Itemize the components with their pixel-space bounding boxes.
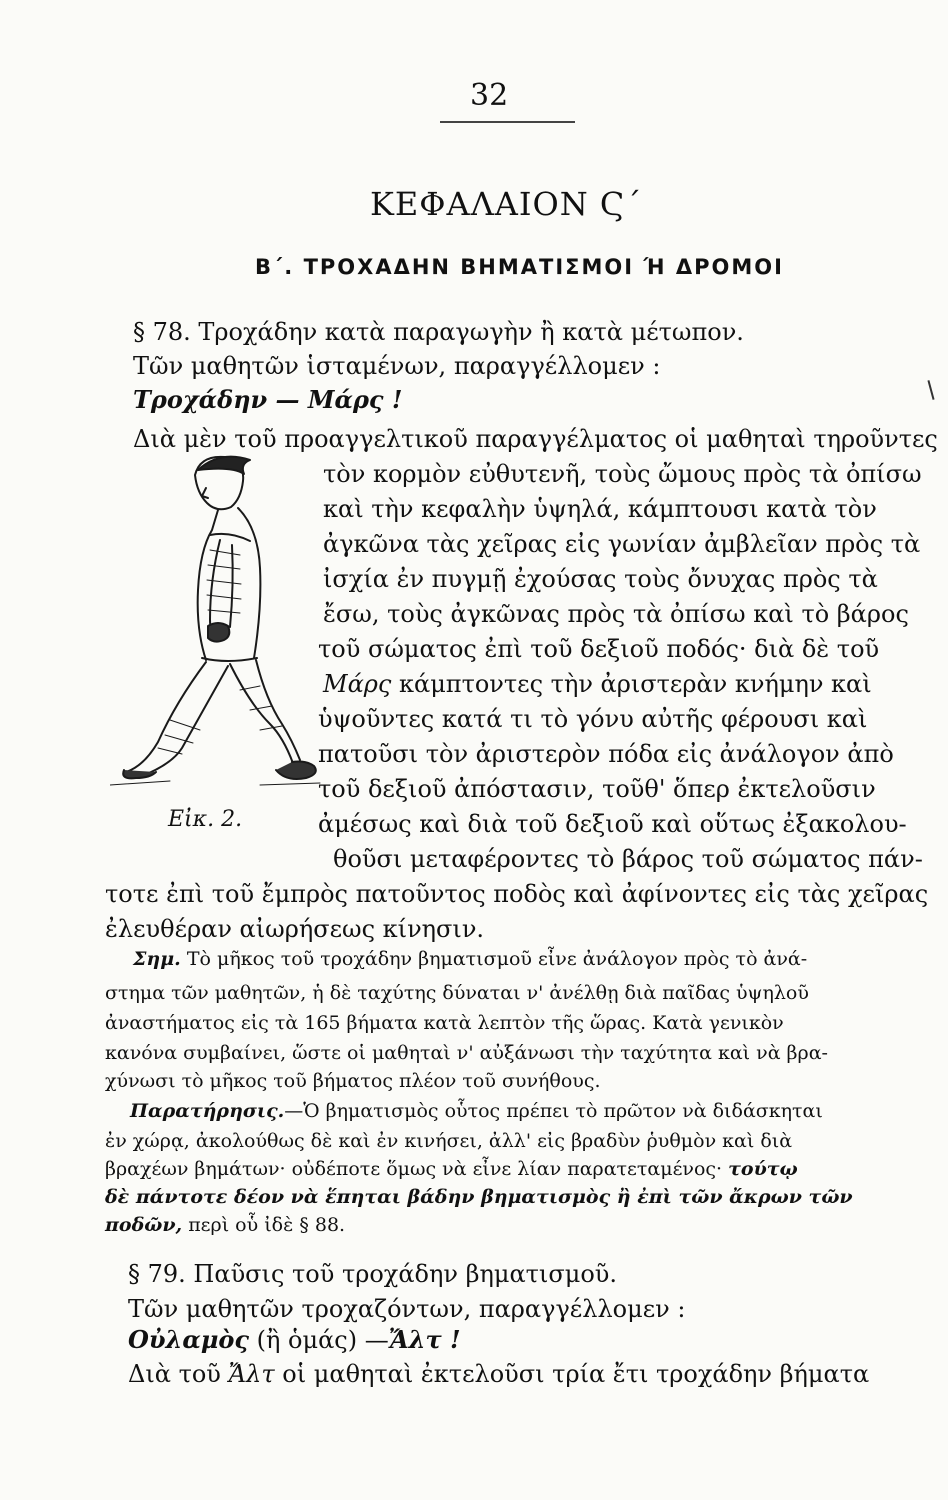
p78-line: ἔσω, τοὺς ἀγκῶνας πρὸς τὰ ὀπίσω καὶ τὸ βάρος [323, 600, 909, 628]
p78-line: τὸν κορμὸν εὐθυτενῆ, τοὺς ὤμους πρὸς τὰ ὀπίσω [323, 460, 922, 488]
command-squad: Οὐλαμὸς [128, 1325, 250, 1354]
chapter-heading: ΚΕΦΑΛΑΙΟΝ Ϛ΄ [370, 185, 643, 223]
section-79-command-intro: Τῶν μαθητῶν τροχαζόντων, παραγγέλλομεν : [128, 1295, 686, 1323]
remark-text: —Ὁ βηματισμὸς οὗτος πρέπει τὸ πρῶτον νὰ διδάσκηται [284, 1100, 823, 1122]
line-rest: οἱ μαθηταὶ ἐκτελοῦσι τρία ἔτι τροχάδην βήματα [274, 1360, 870, 1388]
note-label: Σημ. [133, 948, 181, 970]
p78-line-mars [323, 670, 872, 698]
note-line-1 [133, 948, 807, 970]
p78-line-text: κάμπτοντες τὴν ἀριστερὰν κνήμην καὶ [398, 670, 872, 698]
note-line: ἀναστήματος εἰς τὰ 165 βήματα κατὰ λεπτὸν τῆς ὥρας. Κατὰ γενικὸν [105, 1012, 784, 1034]
running-student-figure [110, 440, 330, 810]
margin-mark [927, 380, 934, 400]
p78-line: πατοῦσι τὸν ἀριστερὸν πόδα εἰς ἀνάλογον ἀπὸ [318, 740, 894, 768]
section-78-title: § 78. Τροχάδην κατὰ παραγωγὴν ἢ κατὰ μέτωπον. [133, 318, 744, 346]
section-79-command [128, 1325, 461, 1354]
p78-line: ἐλευθέραν αἰωρήσεως κίνησιν. [105, 915, 485, 943]
remark-line-5 [105, 1214, 345, 1236]
p78-line: ἰσχία ἐν πυγμῇ ἐχούσας τοὺς ὄνυχας πρὸς τὰ [323, 565, 878, 593]
p78-line: Διὰ μὲν τοῦ προαγγελτικοῦ παραγγέλματος οἱ μαθηταὶ τηροῦντες [133, 425, 938, 453]
page-number: 32 [470, 78, 509, 113]
command-halt: Ἄλτ ! [388, 1325, 461, 1354]
remark-text: βραχέων βημάτων· οὐδέποτε ὅμως νὰ εἶνε λίαν παρατεταμένος· [105, 1158, 723, 1180]
figure-caption: Εἰκ. 2. [168, 807, 243, 832]
mars-word: Μάρς [323, 670, 392, 698]
p78-line: ἀγκῶνα τὰς χεῖρας εἰς γωνίαν ἀμβλεῖαν πρὸς τὰ [323, 530, 921, 558]
section-heading: Β΄. ΤΡΟΧΑΔΗΝ ΒΗΜΑΤΙΣΜΟΙ Ή ΔΡΟΜΟΙ [255, 255, 784, 279]
p78-line: ἀμέσως καὶ διὰ τοῦ δεξιοῦ καὶ οὕτως ἐξακολου- [318, 810, 907, 838]
remark-tail: περὶ οὗ ἰδὲ § 88. [182, 1214, 346, 1236]
section-78-command-intro: Τῶν μαθητῶν ἱσταμένων, παραγγέλλομεν : [133, 352, 661, 380]
remark-label: Παρατήρησις. [130, 1100, 285, 1122]
remark-line-1 [130, 1100, 823, 1122]
remark-line: ἐν χώρᾳ, ἀκολούθως δὲ καὶ ἐν κινήσει, ἀλλ' εἰς βραδὺν ῥυθμὸν καὶ διὰ [105, 1130, 793, 1152]
p78-line: τοῦ σώματος ἐπὶ τοῦ δεξιοῦ ποδός· διὰ δὲ τοῦ [318, 635, 880, 663]
remark-emphasis: τούτῳ [728, 1158, 798, 1180]
section-79-line [128, 1360, 869, 1388]
halt-word: Ἄλτ [228, 1360, 275, 1388]
page-number-rule [440, 121, 575, 123]
line-start: Διὰ τοῦ [128, 1360, 229, 1388]
p78-line: θοῦσι μεταφέροντες τὸ βάρος τοῦ σώματος πάν- [333, 845, 923, 873]
section-79-title: § 79. Παῦσις τοῦ τροχάδην βηματισμοῦ. [128, 1260, 617, 1288]
note-text: Τὸ μῆκος τοῦ τροχάδην βηματισμοῦ εἶνε ἀνάλογον πρὸς τὸ ἀνά- [186, 948, 808, 970]
p78-line: τοτε ἐπὶ τοῦ ἔμπρὸς πατοῦντος ποδὸς καὶ ἀφίνοντες εἰς τὰς χεῖρας [105, 880, 929, 908]
remark-emphasis: ποδῶν, [105, 1214, 183, 1236]
note-line: στημα τῶν μαθητῶν, ἡ δὲ ταχύτης δύναται ν' ἀνέλθῃ διὰ παῖδας ὑψηλοῦ [105, 982, 809, 1004]
p78-line: καὶ τὴν κεφαλὴν ὑψηλά, κάμπτουσι κατὰ τὸν [323, 495, 877, 523]
p78-line: τοῦ δεξιοῦ ἀπόστασιν, τοῦθ' ὅπερ ἐκτελοῦσιν [318, 775, 876, 803]
p78-line: ὑψοῦντες κατά τι τὸ γόνυ αὐτῆς φέρουσι καὶ [318, 705, 868, 733]
note-line: κανόνα συμβαίνει, ὥστε οἱ μαθηταὶ ν' αὐξάνωσι τὴν ταχύτητα καὶ νὰ βρα- [105, 1042, 828, 1064]
command-paren: (ἢ ὁμάς) — [249, 1326, 389, 1354]
note-line: χύνωσι τὸ μῆκος τοῦ βήματος πλέον τοῦ συνήθους. [105, 1070, 601, 1092]
section-78-command: Τροχάδην — Μάρς ! [133, 385, 403, 414]
remark-emphasis-line: δὲ πάντοτε δέον νὰ ἕπηται βάδην βηματισμὸς ἢ ἐπὶ τῶν ἄκρων τῶν [105, 1186, 853, 1208]
remark-line-3 [105, 1158, 798, 1180]
